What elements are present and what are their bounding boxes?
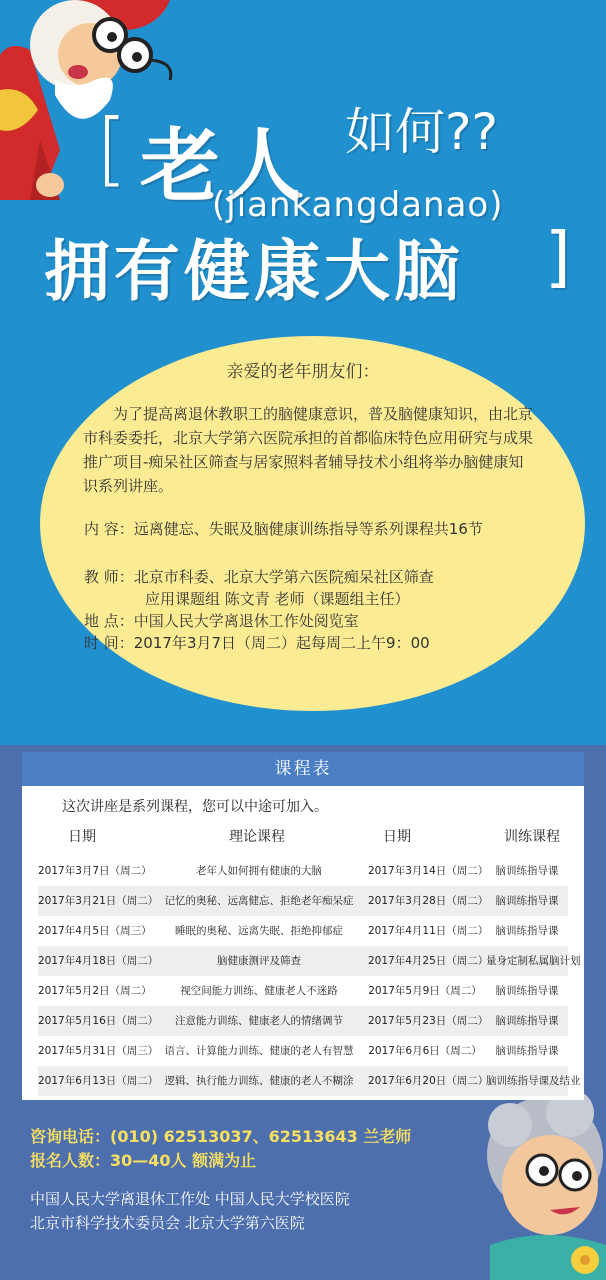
row-date-2: 2017年4月25日（周二） — [368, 955, 489, 967]
row-date-2: 2017年3月14日（周二） — [368, 865, 489, 877]
table-row — [38, 856, 568, 886]
row-theory: 记忆的奥秘、远离健忘、拒绝老年痴呆症 — [164, 895, 354, 907]
time-line: 时 间：2017年3月7日（周二）起每周二上午9：00 — [84, 634, 430, 652]
table-row — [38, 916, 568, 946]
row-training: 量身定制私属脑计划 — [486, 955, 581, 967]
row-date-2: 2017年5月23日（周二） — [368, 1015, 489, 1027]
row-date-2: 2017年5月9日（周二） — [368, 985, 482, 997]
table-row — [38, 1006, 568, 1036]
row-training: 脑训练指导课 — [495, 985, 559, 997]
schedule-table — [22, 786, 584, 1100]
row-training: 脑训练指导课 — [495, 865, 559, 877]
headline-laoren: 老人 — [140, 120, 308, 213]
row-training: 脑训练指导课 — [495, 1045, 559, 1057]
table-row — [38, 976, 568, 1006]
grandma-illustration — [470, 1085, 606, 1280]
intro-paragraph: 为了提高离退休教职工的脑健康意识，普及脑健康知识，由北京市科委委托，北京大学第六医院承担的首都临床特色应用研究与成果推广项目-痴呆社区筛查与居家照料者辅导技术小组将举办脑健康知识系列讲座。 — [83, 405, 534, 495]
row-date-1: 2017年6月13日（周二） — [38, 1075, 159, 1087]
header-training: 训练课程 — [504, 829, 560, 845]
row-date-1: 2017年5月31日（周三） — [38, 1045, 159, 1057]
headline-pinyin: (jiankangdanao) — [212, 185, 504, 225]
teacher-line-2: 应用课题组 陈文青 老师（课题组主任） — [145, 590, 410, 608]
greeting: 亲爱的老年朋友们： — [226, 362, 380, 382]
header-date-2: 日期 — [383, 829, 411, 845]
row-theory: 视空间能力训练、健康老人不迷路 — [180, 985, 338, 997]
row-theory: 逻辑、执行能力训练、健康的老人不糊涂 — [164, 1075, 354, 1087]
row-date-2: 2017年3月28日（周二） — [368, 895, 489, 907]
row-theory: 睡眠的奥秘、远离失眠、拒绝抑郁症 — [175, 925, 343, 937]
header-theory: 理论课程 — [229, 829, 285, 845]
row-theory: 注意能力训练、健康老人的情绪调节 — [175, 1015, 343, 1027]
table-row — [38, 886, 568, 916]
content-line: 内 容：远离健忘、失眠及脑健康训练指导等系列课程共16节 — [84, 520, 483, 538]
enroll-count: 报名人数：30—40人 额满为止 — [30, 1151, 257, 1170]
headline-bracket-right: ] — [545, 218, 571, 295]
row-date-1: 2017年3月21日（周二） — [38, 895, 159, 907]
row-date-1: 2017年4月5日（周三） — [38, 925, 152, 937]
contact-phone: 咨询电话：(010) 62513037、62513643 兰老师 — [30, 1127, 412, 1146]
row-training: 脑训练指导课 — [495, 925, 559, 937]
schedule-title: 课程表 — [22, 752, 584, 786]
schedule-note: 这次讲座是系列课程，您可以中途可加入。 — [62, 799, 328, 815]
table-row — [38, 946, 581, 976]
row-date-1: 2017年4月18日（周二） — [38, 955, 159, 967]
row-date-1: 2017年3月7日（周二） — [38, 865, 152, 877]
row-date-1: 2017年5月16日（周二） — [38, 1015, 159, 1027]
row-theory: 脑健康测评及筛查 — [217, 955, 301, 967]
headline-ruhe: 如何?? — [345, 103, 499, 161]
organizers-line-2: 北京市科学技术委员会 北京大学第六医院 — [30, 1214, 305, 1232]
row-theory: 老年人如何拥有健康的大脑 — [196, 865, 322, 877]
headline-bracket-left: [ — [96, 102, 128, 195]
row-training: 脑训练指导课 — [495, 895, 559, 907]
table-row — [38, 1036, 568, 1066]
row-date-2: 2017年4月11日（周二） — [368, 925, 489, 937]
row-date-1: 2017年5月2日（周二） — [38, 985, 152, 997]
organizers-line-1: 中国人民大学离退休工作处 中国人民大学校医院 — [30, 1190, 350, 1208]
row-date-2: 2017年6月20日（周二） — [368, 1075, 489, 1087]
row-theory: 语言、计算能力训练、健康的老人有智慧 — [164, 1045, 354, 1057]
teacher-line-1: 教 师：北京市科委、北京大学第六医院痴呆社区筛查 — [84, 568, 434, 586]
headline-yongyou: 拥有健康大脑 — [44, 233, 464, 310]
row-training: 脑训练指导课 — [495, 1015, 559, 1027]
row-date-2: 2017年6月6日（周二） — [368, 1045, 482, 1057]
row-training: 脑训练指导课及结业 — [486, 1075, 581, 1087]
location-line: 地 点：中国人民大学离退休工作处阅览室 — [84, 612, 359, 630]
table-row — [38, 1066, 581, 1096]
header-date-1: 日期 — [68, 829, 96, 845]
